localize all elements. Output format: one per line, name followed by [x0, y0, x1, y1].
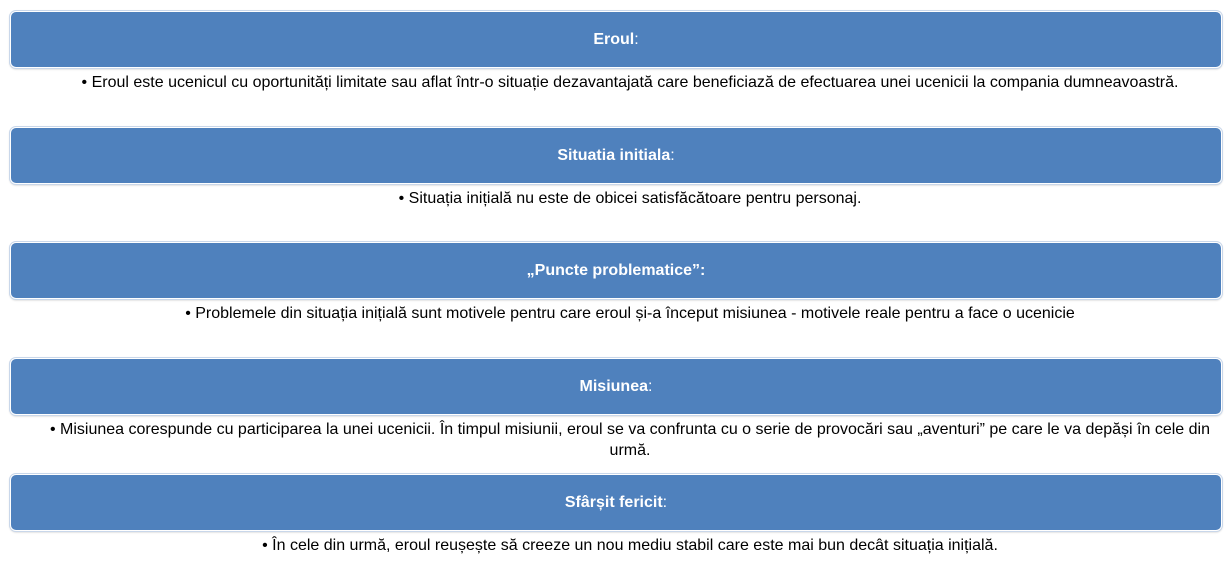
section-title: Situatia initiala	[557, 146, 671, 164]
section-title: Eroul	[593, 30, 635, 48]
section-title: Misiunea	[579, 377, 648, 395]
section-description-problem-points: • Problemele din situația inițială sunt motivele pentru care eroul și-a început misiunea - motivele reale pentru a face o ucenicie	[185, 305, 1075, 322]
section-header-happy-ending	[10, 474, 1222, 531]
section-header-initial-situation	[10, 127, 1222, 184]
section-description-hero: • Eroul este ucenicul cu oportunități limitate sau aflat într-o situație dezavantajată care beneficiază de efectuarea unei ucenicii la compania dumneavoastră.	[81, 74, 1179, 91]
section-header-problem-points	[10, 242, 1222, 299]
section-title-colon: :	[662, 493, 668, 511]
section-title-colon: :	[648, 377, 653, 395]
section-title: Sfârșit fericit	[564, 493, 663, 511]
section-title-colon: :	[634, 30, 639, 48]
section-description-mission: • Misiunea corespunde cu participarea la unei ucenicii. În timpul misiunii, eroul se va confrunta cu o serie de provocări sau „aventuri” pe care le va depăși în cele din urmă.	[50, 421, 1210, 459]
section-title-colon: :	[670, 146, 675, 164]
section-description-initial-situation: • Situația inițială nu este de obicei satisfăcătoare pentru personaj.	[398, 190, 862, 207]
section-header-mission	[10, 358, 1222, 415]
section-header-hero	[10, 11, 1222, 68]
section-description-happy-ending: • În cele din urmă, eroul reușește să creeze un nou mediu stabil care este mai bun decât situația inițială.	[262, 537, 998, 554]
section-title: „Puncte problematice”:	[526, 261, 706, 279]
